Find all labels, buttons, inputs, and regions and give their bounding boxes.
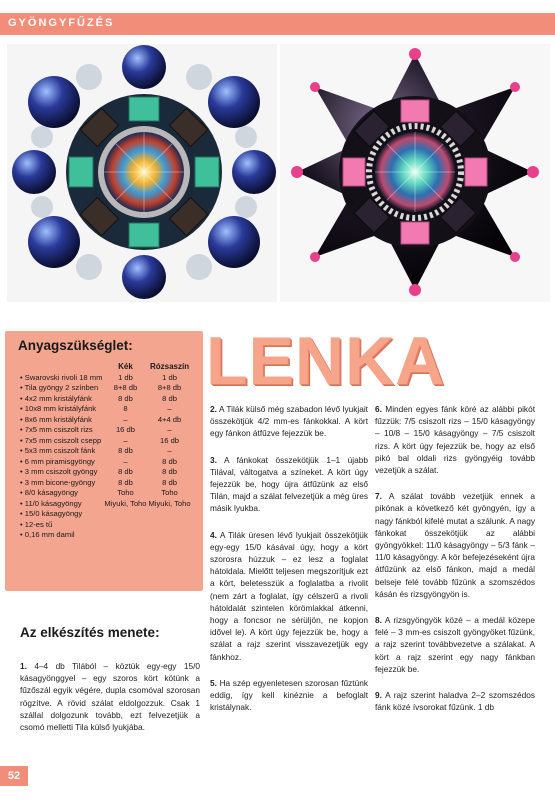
materials-cell-a: –: [123, 414, 128, 424]
photo-blue-pendant: [7, 44, 277, 302]
article-title: LENKA: [206, 323, 446, 399]
step-8: 8. A rizsgyöngyök közé – a medál közepe felé – 3 mm-es csiszolt gyöngyöket fűzünk, a rajz szerint továbbvezetve a szálakat. A kört a rajz szerint egy nagy fánkban fejezzük be.: [375, 615, 535, 674]
column-3: [375, 403, 535, 727]
materials-cell-item: • 5x3 mm csiszolt fánk: [19, 446, 103, 457]
materials-cell-a: 1 db: [118, 372, 133, 382]
blue-pendant-image: [7, 44, 277, 302]
materials-row: [19, 457, 192, 468]
step-1: 1. 4–4 db Tilából – köztük egy-egy 15/0 kásagyönggyel – egy szoros kört kötünk a fűzőszál egyik végére, dupla csomóval szorosan rögzítve. A rövid szálat eldolgozzuk. Csak 1 szállal dolgozunk tovább, ezt felvezetjük a csomó melletti Tila külső lyukjába.: [20, 661, 200, 733]
materials-cell-item: • 8x6 mm kristályfánk: [19, 415, 103, 426]
materials-cell-item: • 0,16 mm damil: [19, 530, 103, 541]
materials-cell-a: Miyuki, Toho: [104, 498, 147, 508]
materials-cell-item: • 6 mm piramisgyöngy: [19, 457, 103, 468]
materials-row: [19, 478, 192, 489]
section-label: GYÖNGYFŰZÉS: [8, 17, 115, 29]
materials-cell-b: [148, 520, 192, 531]
materials-heading: Anyagszükséglet:: [18, 338, 133, 353]
materials-row: [19, 383, 192, 394]
materials-row: [19, 520, 192, 531]
materials-row: [19, 436, 192, 447]
page-number: 52: [0, 766, 28, 786]
materials-cell-a: –: [123, 456, 128, 466]
materials-cell-b: [148, 509, 192, 520]
materials-row: [19, 425, 192, 436]
materials-row: [19, 488, 192, 499]
materials-cell-b: 8+8 db: [157, 383, 182, 392]
materials-cell-a: [103, 530, 147, 541]
materials-rows: [19, 373, 192, 541]
materials-col-pink: Rózsaszín: [149, 362, 190, 371]
photo-pink-pendant: [280, 44, 550, 302]
step-5: 5. Ha szép egyenletesen szorosan fűztünk eddig, így kell kinéznie a befoglalt kristálynak.: [210, 677, 368, 713]
materials-cell-b: 4+4 db: [157, 414, 182, 424]
materials-cell-b: 1 db: [162, 372, 177, 382]
materials-cell-a: 8: [123, 404, 128, 413]
materials-cell-b: 8 db: [162, 393, 177, 403]
materials-box: [5, 331, 203, 591]
materials-row: [19, 404, 192, 415]
materials-cell-a: Toho: [117, 488, 134, 497]
materials-table: [19, 362, 192, 541]
materials-cell-b: Miyuki, Toho: [148, 498, 191, 508]
materials-row: [19, 499, 192, 510]
materials-cell-b: 16 db: [160, 435, 180, 445]
pink-pendant-image: [280, 44, 550, 302]
materials-cell-b: 8 db: [162, 477, 177, 487]
materials-row: [19, 394, 192, 405]
column-1: [20, 660, 200, 747]
materials-cell-item: • 7x5 mm csiszolt rizs: [19, 425, 103, 436]
column-2: [210, 403, 368, 727]
materials-cell-b: –: [167, 446, 172, 455]
step-6: 6. Minden egyes fánk köré az alábbi pikót fűzzük: 7/5 csiszolt rizs – 15/0 kásagyöngy – 10/8 – 15/0 kásagyöngy – 7/5 csiszolt rizs. A kört úgy fejezzük be, hogy az első pikó bal oldali rizs gyöngyéig tovább vezetjük a szálat.: [375, 404, 535, 476]
materials-row: [19, 530, 192, 541]
materials-cell-item: • 3 mm csiszolt gyöngy: [19, 467, 103, 478]
materials-row: [19, 446, 192, 457]
materials-cell-a: 8 db: [118, 393, 133, 403]
materials-cell-b: 8 db: [162, 456, 177, 466]
step-2: 2. A Tilák külső még szabadon lévő lyukjait összekötjük 4/2 mm-es fánkokkal. A kört egy fánkon átfűzve fejezzük be.: [210, 404, 368, 439]
materials-cell-item: • 15/0 kásagyöngy: [19, 509, 103, 520]
materials-cell-a: 16 db: [115, 425, 135, 434]
materials-cell-b: –: [167, 425, 172, 434]
materials-cell-b: [148, 530, 192, 541]
materials-cell-item: • 8/0 kásagyöngy: [19, 488, 103, 499]
step-7: 7. A szálat tovább vezetjük ennek a pikónak a következő két gyöngyén, így a nagy fánkból kifelé mutat a szálunk. A nagy fánkokat összekötjük az alábbi gyöngyökkel: 11/0 kásagyöngy – 5/3 fánk – 11/0 kásagyöngy. A kör befejezéseként újra átfűzünk az első fánkon, majd a medál belseje felé tovább fűzünk a szomszédos kásán és rizsgyöngyön is.: [375, 491, 535, 599]
materials-row: [19, 373, 192, 384]
materials-cell-a: 8 db: [118, 477, 133, 487]
materials-cell-a: 8 db: [118, 446, 133, 455]
step-9: 9. A rajz szerint haladva 2–2 szomszédos fánk közé ívsorokat fűzünk. 1 db: [375, 690, 535, 713]
materials-row: [19, 415, 192, 426]
materials-cell-item: • 12-es tű: [19, 520, 103, 531]
materials-cell-b: –: [167, 404, 172, 413]
materials-cell-item: • 7x5 mm csiszolt csepp: [19, 436, 103, 447]
section-header: [0, 0, 555, 36]
materials-cell-item: • Tila gyöngy 2 színben: [19, 383, 103, 394]
materials-col-blue: Kék: [118, 362, 133, 371]
materials-cell-b: Toho: [161, 488, 178, 497]
step-3: 3. A fánkokat összekötjük 1–1 újabb Tilával, váltogatva a színeket. A kört úgy fejezzük be, hogy újra átfűzünk az első Tilán, majd a szálat felvezetjük a még üres másik lyukba.: [210, 454, 368, 514]
materials-cell-item: • 4x2 mm kristályfánk: [19, 394, 103, 405]
materials-cell-item: • 3 mm bicone-gyöngy: [19, 478, 103, 489]
materials-cell-item: • 10x8 mm kristályfánk: [19, 404, 103, 415]
materials-cell-a: [103, 520, 147, 531]
step-4: 4. A Tilák üresen lévő lyukjait összekötjük egy-egy 15/0 kásával úgy, hogy a kört szorosra húzzuk – ez lesz a foglalat hátoldala. Mielőtt teljesen megszorítjuk ezt a kört, beletesszük a foglalatba a rivolit (nem zárt a foglalat, így célszerű a rivoli hátoldalát szintelen körömlakkal átkenni, hogy a foncsor ne sérüljön, ne kopjon idővel le). A kört úgy fejezzük be, hogy a szálat a rajz szerint visszavezetjük egy fánkhoz.: [210, 529, 368, 662]
materials-cell-b: 8 db: [162, 467, 177, 476]
materials-cell-item: • Swarovski rivoli 18 mm: [19, 373, 103, 384]
steps-heading: Az elkészítés menete:: [20, 625, 160, 640]
materials-cell-a: –: [123, 435, 128, 445]
materials-row: [19, 509, 192, 520]
materials-cell-a: [103, 509, 147, 520]
materials-cell-item: • 11/0 kásagyöngy: [19, 499, 103, 510]
materials-cell-a: 8+8 db: [113, 383, 138, 392]
materials-cell-a: 8 db: [118, 467, 133, 476]
materials-row: [19, 467, 192, 478]
